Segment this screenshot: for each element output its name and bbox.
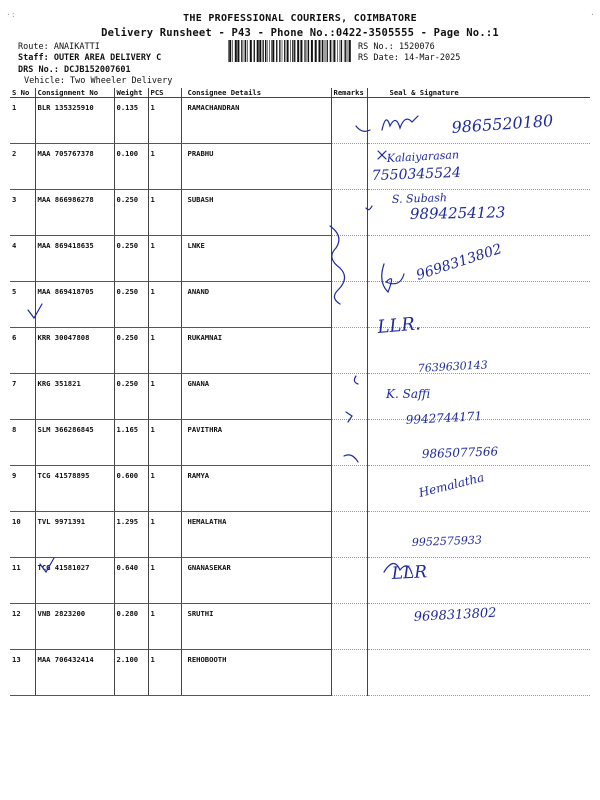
cell-consignment: MAA 706432414 [35, 650, 114, 696]
table-row [10, 512, 590, 558]
cell-weight: 0.250 [114, 190, 148, 236]
cell-consignee: ANAND [181, 282, 331, 328]
table-header-row [10, 88, 590, 98]
cell-pcs: 1 [148, 420, 181, 466]
cell-pcs: 1 [148, 466, 181, 512]
cell-pcs: 1 [148, 328, 181, 374]
cell-consignee: RAMACHANDRAN [181, 98, 331, 144]
cell-seal [367, 512, 590, 558]
cell-consignee: PRABHU [181, 144, 331, 190]
cell-sno: 11 [10, 558, 35, 604]
cell-consignee: SRUTHI [181, 604, 331, 650]
cell-consignment: MAA 866986278 [35, 190, 114, 236]
cell-weight: 0.250 [114, 282, 148, 328]
cell-sno: 5 [10, 282, 35, 328]
cell-seal [367, 374, 590, 420]
cell-sno: 9 [10, 466, 35, 512]
cell-consignee: HEMALATHA [181, 512, 331, 558]
signature-text: 9865520180 [450, 110, 554, 137]
table-row [10, 420, 590, 466]
table-row [10, 98, 590, 144]
signature-text: 9894254123 [409, 203, 506, 223]
cell-remarks [331, 190, 367, 236]
col-remarks-header: Remarks [331, 88, 367, 98]
cell-seal [367, 328, 590, 374]
barcode-image [228, 40, 352, 62]
cell-seal [367, 144, 590, 190]
cell-remarks [331, 650, 367, 696]
table-row [10, 466, 590, 512]
cell-weight: 0.135 [114, 98, 148, 144]
cell-consignment: TVL 9971391 [35, 512, 114, 558]
cell-remarks [331, 328, 367, 374]
cell-weight: 1.295 [114, 512, 148, 558]
cell-seal [367, 420, 590, 466]
cell-pcs: 1 [148, 190, 181, 236]
cell-consignee: RUKAMNAI [181, 328, 331, 374]
cell-remarks [331, 420, 367, 466]
signature-text: LLR [391, 562, 428, 584]
cell-seal [367, 190, 590, 236]
signature-text: K. Saffi [386, 387, 431, 401]
col-pcs-header: PCS [148, 88, 181, 98]
cell-seal [367, 466, 590, 512]
cell-weight: 0.280 [114, 604, 148, 650]
runsheet-table [10, 88, 590, 696]
table-row [10, 282, 590, 328]
cell-weight: 0.250 [114, 374, 148, 420]
cell-consignment: MAA 705767378 [35, 144, 114, 190]
cell-remarks [331, 282, 367, 328]
table-row [10, 190, 590, 236]
cell-pcs: 1 [148, 98, 181, 144]
cell-consignment: KRG 351821 [35, 374, 114, 420]
col-weight-header: Weight [114, 88, 148, 98]
table-row [10, 604, 590, 650]
signature-text: 7550345524 [371, 164, 462, 184]
cell-sno: 7 [10, 374, 35, 420]
cell-remarks [331, 144, 367, 190]
cell-consignment: TCG 41581027 [35, 558, 114, 604]
cell-pcs: 1 [148, 144, 181, 190]
cell-seal [367, 604, 590, 650]
cell-seal [367, 282, 590, 328]
table-row [10, 650, 590, 696]
cell-remarks [331, 512, 367, 558]
cell-seal [367, 98, 590, 144]
signature-text: Hemalatha [417, 470, 486, 500]
cell-weight: 0.100 [114, 144, 148, 190]
col-consignee-header: Consignee Details [181, 88, 331, 98]
cell-consignee: LNKE [181, 236, 331, 282]
cell-seal [367, 236, 590, 282]
cell-consignment: SLM 366286845 [35, 420, 114, 466]
cell-weight: 2.100 [114, 650, 148, 696]
cell-consignment: BLR 135325910 [35, 98, 114, 144]
company-title: THE PROFESSIONAL COURIERS, COIMBATORE [183, 13, 417, 24]
cell-pcs: 1 [148, 282, 181, 328]
cell-pcs: 1 [148, 236, 181, 282]
signature-text: LLR. [376, 313, 422, 338]
cell-sno: 12 [10, 604, 35, 650]
rs-date: RS Date: 14-Mar-2025 [358, 53, 461, 63]
cell-pcs: 1 [148, 558, 181, 604]
rs-number: RS No.: 1520076 [358, 42, 435, 52]
signature-text: 9865077566 [421, 444, 499, 461]
cell-pcs: 1 [148, 374, 181, 420]
cell-weight: 1.165 [114, 420, 148, 466]
cell-weight: 0.250 [114, 236, 148, 282]
cell-consignee: RAMYA [181, 466, 331, 512]
table-row [10, 558, 590, 604]
cell-consignee: PAVITHRA [181, 420, 331, 466]
vehicle-label: Vehicle: Two Wheeler Delivery [24, 76, 173, 86]
route-label: Route: ANAIKATTI [18, 42, 100, 52]
cell-pcs: 1 [148, 650, 181, 696]
cell-remarks [331, 466, 367, 512]
cell-consignee: REHOBOOTH [181, 650, 331, 696]
cell-sno: 4 [10, 236, 35, 282]
cell-consignment: KRR 30047808 [35, 328, 114, 374]
table-row [10, 236, 590, 282]
drs-label: DRS No.: DCJB152007601 [18, 65, 131, 75]
cell-weight: 0.640 [114, 558, 148, 604]
signature-text: 9698313802 [413, 605, 497, 625]
table-row [10, 374, 590, 420]
cell-consignment: VNB 2823200 [35, 604, 114, 650]
cell-weight: 0.250 [114, 328, 148, 374]
table-row [10, 144, 590, 190]
signature-text: 7639630143 [417, 358, 489, 375]
cell-consignment: MAA 869418705 [35, 282, 114, 328]
cell-remarks [331, 98, 367, 144]
col-sno-header: S No [10, 88, 35, 98]
table-row [10, 328, 590, 374]
cell-seal [367, 650, 590, 696]
col-consignment-header: Consignment No [35, 88, 114, 98]
cell-remarks [331, 604, 367, 650]
cell-sno: 8 [10, 420, 35, 466]
cell-weight: 0.600 [114, 466, 148, 512]
cell-consignee: SUBASH [181, 190, 331, 236]
cell-consignment: MAA 869418635 [35, 236, 114, 282]
cell-consignee: GNANASEKAR [181, 558, 331, 604]
signature-text: 9952575933 [411, 533, 483, 549]
cell-sno: 1 [10, 98, 35, 144]
signature-text: 9942744171 [405, 409, 483, 427]
cell-sno: 13 [10, 650, 35, 696]
runsheet-subtitle: Delivery Runsheet - P43 - Phone No.:0422-3505555 - Page No.:1 [101, 27, 499, 39]
cell-sno: 10 [10, 512, 35, 558]
signature-text: S. Subash [391, 191, 448, 206]
cell-remarks [331, 374, 367, 420]
cell-sno: 3 [10, 190, 35, 236]
cell-pcs: 1 [148, 512, 181, 558]
signature-text: 9698313802 [414, 241, 504, 284]
cell-remarks [331, 236, 367, 282]
scan-mark: ·: [6, 10, 16, 19]
cell-consignee: GNANA [181, 374, 331, 420]
staff-label: Staff: OUTER AREA DELIVERY C [18, 53, 162, 63]
cell-sno: 2 [10, 144, 35, 190]
cell-seal [367, 558, 590, 604]
cell-pcs: 1 [148, 604, 181, 650]
col-seal-header: Seal & Signature [367, 88, 590, 98]
cell-consignment: TCG 41578895 [35, 466, 114, 512]
cell-sno: 6 [10, 328, 35, 374]
cell-remarks [331, 558, 367, 604]
scan-mark: · [590, 10, 595, 19]
signature-text: Kalaiyarasan [386, 148, 460, 165]
